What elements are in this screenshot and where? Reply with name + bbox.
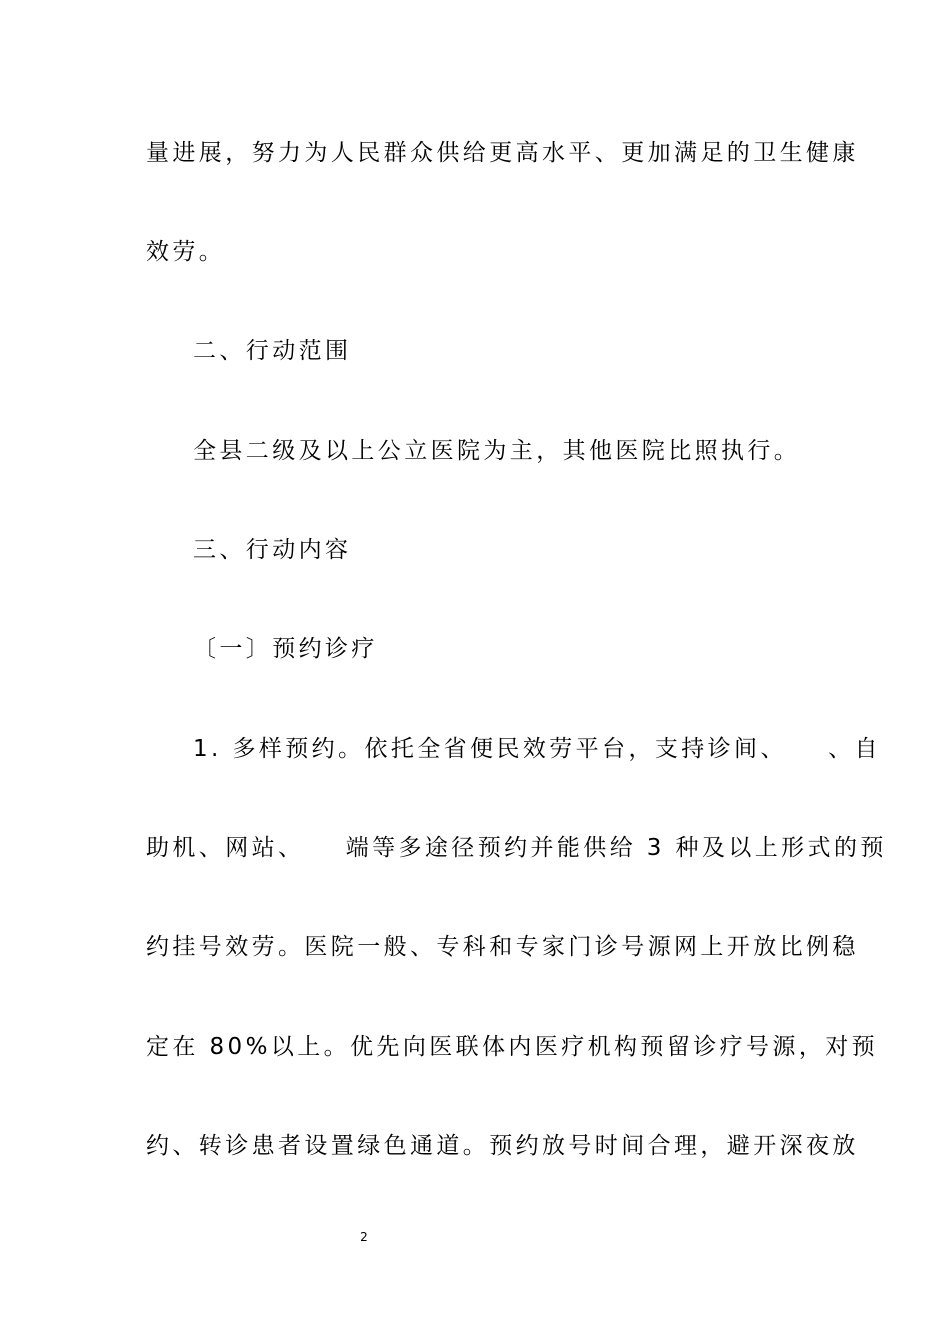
paragraph-line: 助机、网站、 端等多途径预约并能供给 3 种及以上形式的预 (146, 835, 887, 861)
subsection-heading: 〔一〕预约诊疗 (193, 636, 378, 662)
paragraph-line: 约、转诊患者设置绿色通道。预约放号时间合理，避开深夜放 (146, 1133, 859, 1159)
page-number: 2 (360, 1230, 368, 1244)
paragraph-line: 定在 80%以上。优先向医联体内医疗机构预留诊疗号源，对预 (146, 1034, 879, 1060)
paragraph-line: 效劳。 (146, 239, 226, 265)
section-heading: 二、行动范围 (193, 338, 352, 364)
section-heading: 三、行动内容 (193, 537, 352, 563)
paragraph-line: 1. 多样预约。依托全省便民效劳平台，支持诊间、 、自 (193, 736, 881, 762)
paragraph-line: 全县二级及以上公立医院为主，其他医院比照执行。 (193, 438, 801, 464)
paragraph-line: 约挂号效劳。医院一般、专科和专家门诊号源网上开放比例稳 (146, 934, 859, 960)
paragraph-line: 量进展，努力为人民群众供给更高水平、更加满足的卫生健康 (146, 140, 859, 166)
